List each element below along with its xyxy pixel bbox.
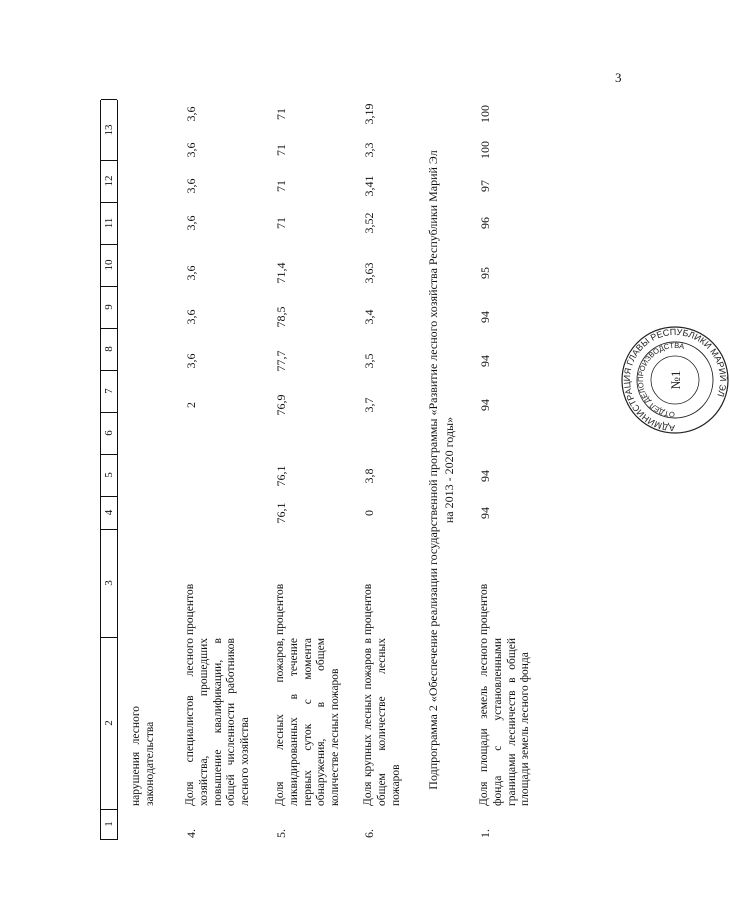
value-col6: 3,7 [362,397,376,413]
value-col13: 71 [274,108,288,120]
indicator-name: нарушения лесного законодательства [130,706,156,806]
row-number: 6. [362,829,376,838]
value-col5: 94 [478,470,492,482]
value-col7: 3,5 [362,353,376,369]
unit: процентов [362,583,374,635]
value-col10: 96 [478,217,492,229]
value-col9: 3,63 [362,262,376,284]
value-col11: 3,41 [362,175,376,197]
value-col4: 76,1 [274,502,288,524]
value-col11: 3,6 [184,178,198,194]
official-seal [620,325,730,435]
value-col9: 71,4 [274,262,288,284]
value-col9: 3,6 [184,265,198,281]
value-col7: 77,7 [274,350,288,372]
value-col13: 100 [478,105,492,123]
value-col12: 3,6 [184,142,198,158]
value-col12: 3,3 [362,142,376,158]
subprogram-heading [426,100,457,840]
value-col10: 3,6 [184,215,198,231]
value-col6: 94 [478,399,492,411]
value-col5: 76,1 [274,465,288,487]
value-col6: 2 [184,402,198,408]
row-number: 4. [184,829,198,838]
header-cell-2: 2 [101,637,117,810]
seal-outer-text: АДМИНИСТРАЦИЯ ГЛАВЫ РЕСПУБЛИКИ МАРИЙ ЭЛ [621,326,729,434]
row-number: 5. [274,829,288,838]
value-col8: 78,5 [274,306,288,328]
header-cell-1: 1 [101,809,117,840]
row-number: 1. [478,829,492,838]
header-cell-5: 5 [101,454,117,497]
unit: процентов [274,583,286,635]
value-col11: 97 [478,180,492,192]
subprogram-title-line2: на 2013 - 2020 годы» [441,416,456,524]
value-col9: 95 [478,267,492,279]
rotated-table-page [100,100,729,840]
value-col8: 3,4 [362,309,376,325]
indicator-name: Доля площади земель лесного фонда с установленными границами лесничеств в общей площади земель лесного фонда [478,638,532,806]
value-col7: 3,6 [184,353,198,369]
value-col8: 3,6 [184,309,198,325]
page-number: 3 [615,70,622,85]
value-col10: 71 [274,217,288,229]
value-col11: 71 [274,180,288,192]
header-cell-7: 7 [101,370,117,413]
unit: процентов [184,583,196,635]
indicator-name: Доля крупных лесных пожаров в общем количестве лесных пожаров [362,638,402,806]
seal-center-text: №1 [668,370,683,390]
value-col5: 3,8 [362,468,376,484]
header-cell-6: 6 [101,412,117,455]
header-cell-11: 11 [101,202,117,245]
subprogram-title-line1: Подпрограмма 2 «Обеспечение реализации государственной программы «Развитие лесного хозяйства Республики Марий Эл [426,150,440,790]
indicator-name: Доля специалистов лесного хозяйства, прошедших повышение квалификации, в общей численности работников лесного хозяйства [184,638,252,806]
header-cell-3: 3 [101,529,117,638]
unit: процентов [478,583,490,635]
header-cell-10: 10 [101,244,117,287]
header-cell-4: 4 [101,496,117,530]
value-col7: 94 [478,355,492,367]
value-col4: 94 [478,507,492,519]
value-col10: 3,52 [362,212,376,234]
header-cell-9: 9 [101,286,117,329]
seal-inner-text: ОТДЕЛ ДЕЛОПРОИЗВОДСТВА [635,340,686,420]
header-cell-13: 13 [101,99,117,161]
value-col12: 100 [478,141,492,159]
value-col12: 71 [274,144,288,156]
header-cell-12: 12 [101,160,117,203]
value-col6: 76,9 [274,394,288,416]
value-col13: 3,6 [184,106,198,122]
indicator-name: Доля лесных пожаров, ликвидированных в течение первых суток с момента обнаружения, в общем количестве лесных пожаров [274,638,342,806]
value-col13: 3,19 [362,103,376,125]
value-col4: 0 [362,510,376,516]
value-col8: 94 [478,311,492,323]
header-cell-8: 8 [101,328,117,371]
table-header-row [100,100,118,840]
